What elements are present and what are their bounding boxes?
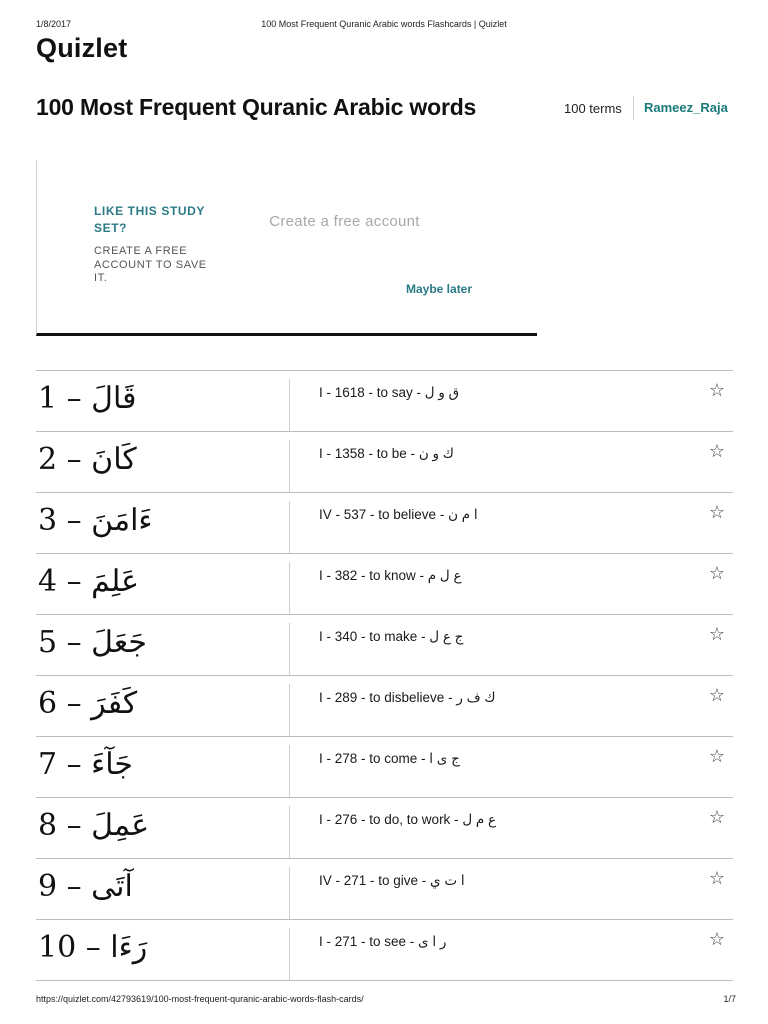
- term-word: 3 – ءَامَنَ: [38, 503, 153, 538]
- print-header: [0, 19, 768, 33]
- row-divider: [289, 928, 290, 980]
- term-definition: IV - 537 - to believe - ا م ن: [319, 507, 478, 522]
- term-count: 100 terms: [564, 101, 622, 116]
- term-row: [36, 554, 733, 615]
- term-definition: I - 289 - to disbelieve - ك ف ر: [319, 690, 496, 705]
- term-word: 1 – قَالَ: [38, 381, 137, 416]
- term-definition: I - 278 - to come - ج ى ا: [319, 751, 460, 766]
- term-definition: I - 271 - to see - ر ا ى: [319, 934, 447, 949]
- term-row: [36, 676, 733, 737]
- row-divider: [289, 745, 290, 797]
- term-row: [36, 493, 733, 554]
- promo-heading: LIKE THIS STUDY SET?: [94, 204, 205, 235]
- row-divider: [289, 867, 290, 919]
- star-icon[interactable]: ☆: [708, 502, 725, 522]
- star-icon[interactable]: ☆: [708, 685, 725, 705]
- term-row: [36, 920, 733, 981]
- maybe-later-link[interactable]: Maybe later: [406, 282, 473, 296]
- term-row: [36, 798, 733, 859]
- star-icon[interactable]: ☆: [708, 624, 725, 644]
- term-row: [36, 370, 733, 432]
- term-row: [36, 432, 733, 493]
- author-link[interactable]: Rameez_Raja: [644, 100, 728, 115]
- row-divider: [289, 684, 290, 736]
- quizlet-logo[interactable]: Quizlet: [36, 33, 128, 63]
- term-word: 7 – جَآءَ: [38, 747, 133, 782]
- star-icon[interactable]: ☆: [708, 441, 725, 461]
- term-row: [36, 737, 733, 798]
- signup-promo: [36, 160, 537, 336]
- print-url: https://quizlet.com/42793619/100-most-frequent-quranic-arabic-words-flash-cards/: [36, 994, 364, 1004]
- print-date: 1/8/2017: [36, 19, 72, 29]
- term-word: 5 – جَعَلَ: [38, 625, 147, 660]
- term-definition: I - 382 - to know - ع ل م: [319, 568, 462, 583]
- meta-divider: [633, 96, 634, 120]
- row-divider: [289, 623, 290, 675]
- row-divider: [289, 501, 290, 553]
- term-definition: I - 1358 - to be - ك و ن: [319, 446, 454, 461]
- term-definition: I - 1618 - to say - ق و ل: [319, 385, 460, 400]
- set-title: 100 Most Frequent Quranic Arabic words: [36, 94, 477, 120]
- promo-subtext: CREATE A FREE ACCOUNT TO SAVE IT.: [94, 245, 207, 284]
- star-icon[interactable]: ☆: [708, 563, 725, 583]
- term-definition: I - 340 - to make - ج ع ل: [319, 629, 464, 644]
- print-footer: [0, 994, 768, 1008]
- term-word: 10 – رَءَا: [38, 930, 148, 965]
- star-icon[interactable]: ☆: [708, 807, 725, 827]
- star-icon[interactable]: ☆: [708, 746, 725, 766]
- row-divider: [289, 806, 290, 858]
- term-row: [36, 859, 733, 920]
- term-definition: I - 276 - to do, to work - ع م ل: [319, 812, 497, 827]
- create-account-button[interactable]: Create a free account: [269, 213, 420, 230]
- terms-list: [36, 370, 733, 981]
- page-number: 1/7: [723, 994, 736, 1004]
- print-page-title: 100 Most Frequent Quranic Arabic words Flashcards | Quizlet: [261, 19, 507, 29]
- star-icon[interactable]: ☆: [708, 929, 725, 949]
- term-word: 2 – كَانَ: [38, 442, 137, 477]
- term-word: 6 – كَفَرَ: [38, 686, 138, 721]
- term-definition: IV - 271 - to give - ا ت ي: [319, 873, 465, 888]
- star-icon[interactable]: ☆: [708, 868, 725, 888]
- term-word: 8 – عَمِلَ: [38, 808, 150, 843]
- term-word: 4 – عَلِمَ: [38, 564, 139, 599]
- row-divider: [289, 562, 290, 614]
- row-divider: [289, 379, 290, 431]
- star-icon[interactable]: ☆: [708, 380, 725, 400]
- term-word: 9 – آتَى: [38, 869, 133, 904]
- term-row: [36, 615, 733, 676]
- row-divider: [289, 440, 290, 492]
